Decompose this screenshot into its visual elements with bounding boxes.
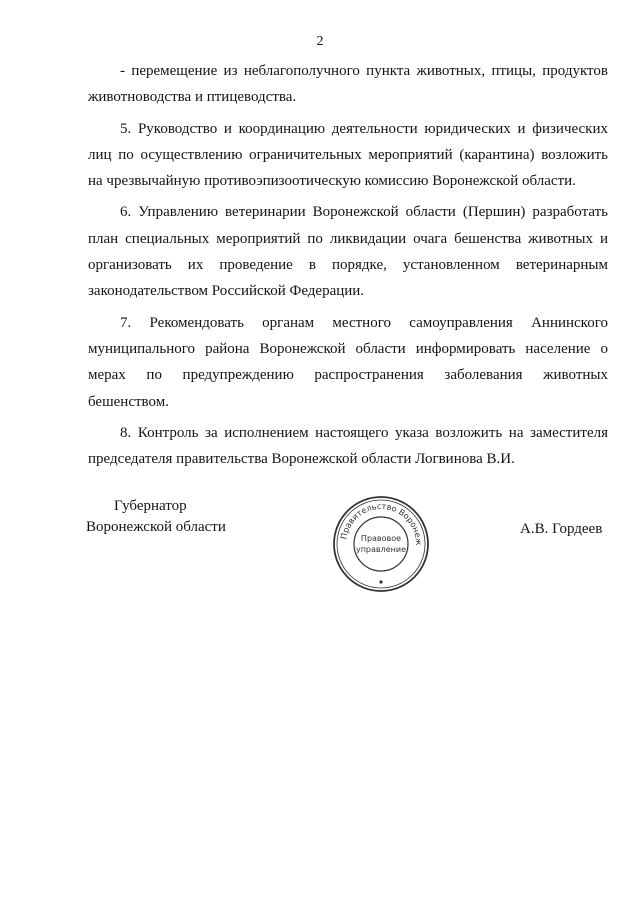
paragraph-movement-ban: - перемещение из неблагополучного пункта животных, птицы, продуктов животноводства и птицеводства. [88,63,608,106]
stamp-seal [329,492,433,596]
stamp-outer-text: Правительство Воронеж [338,500,425,546]
signer-title [86,496,286,538]
page-number: 2 [316,34,324,49]
signer-title-line1: Губернатор [114,498,187,514]
stamp-inner-line1: Правовое [360,534,402,543]
paragraph-7: 7. Рекомендовать органам местного самоуправления Аннинского муниципального района Воронежской области информировать население о мерах по предупреждению распространения заболевания животных бешенством. [88,314,608,410]
stamp-seal-graphic [329,492,433,596]
signer-title-line2: Воронежской области [86,519,226,535]
stamp-dot [379,580,382,583]
stamp-inner-line2: управление [355,545,407,554]
paragraph-6: 6. Управлению ветеринарии Воронежской области (Першин) разработать план специальных мероприятий по ликвидации очага бешенства животных и организовать их проведение в порядке, установленном ветеринарным законодательством Российской Федерации. [88,204,608,300]
document-body [88,58,608,472]
paragraph-5: 5. Руководство и координацию деятельности юридических и физических лиц по осуществлению ограничительных мероприятий (карантина) возложить на чрезвычайную противоэпизоотическую комиссию Воронежской области. [88,120,608,190]
paragraph-8: 8. Контроль за исполнением настоящего указа возложить на заместителя председателя правительства Воронежской области Логвинова В.И. [88,424,608,468]
signer-name: А.В. Гордеев [520,521,603,537]
